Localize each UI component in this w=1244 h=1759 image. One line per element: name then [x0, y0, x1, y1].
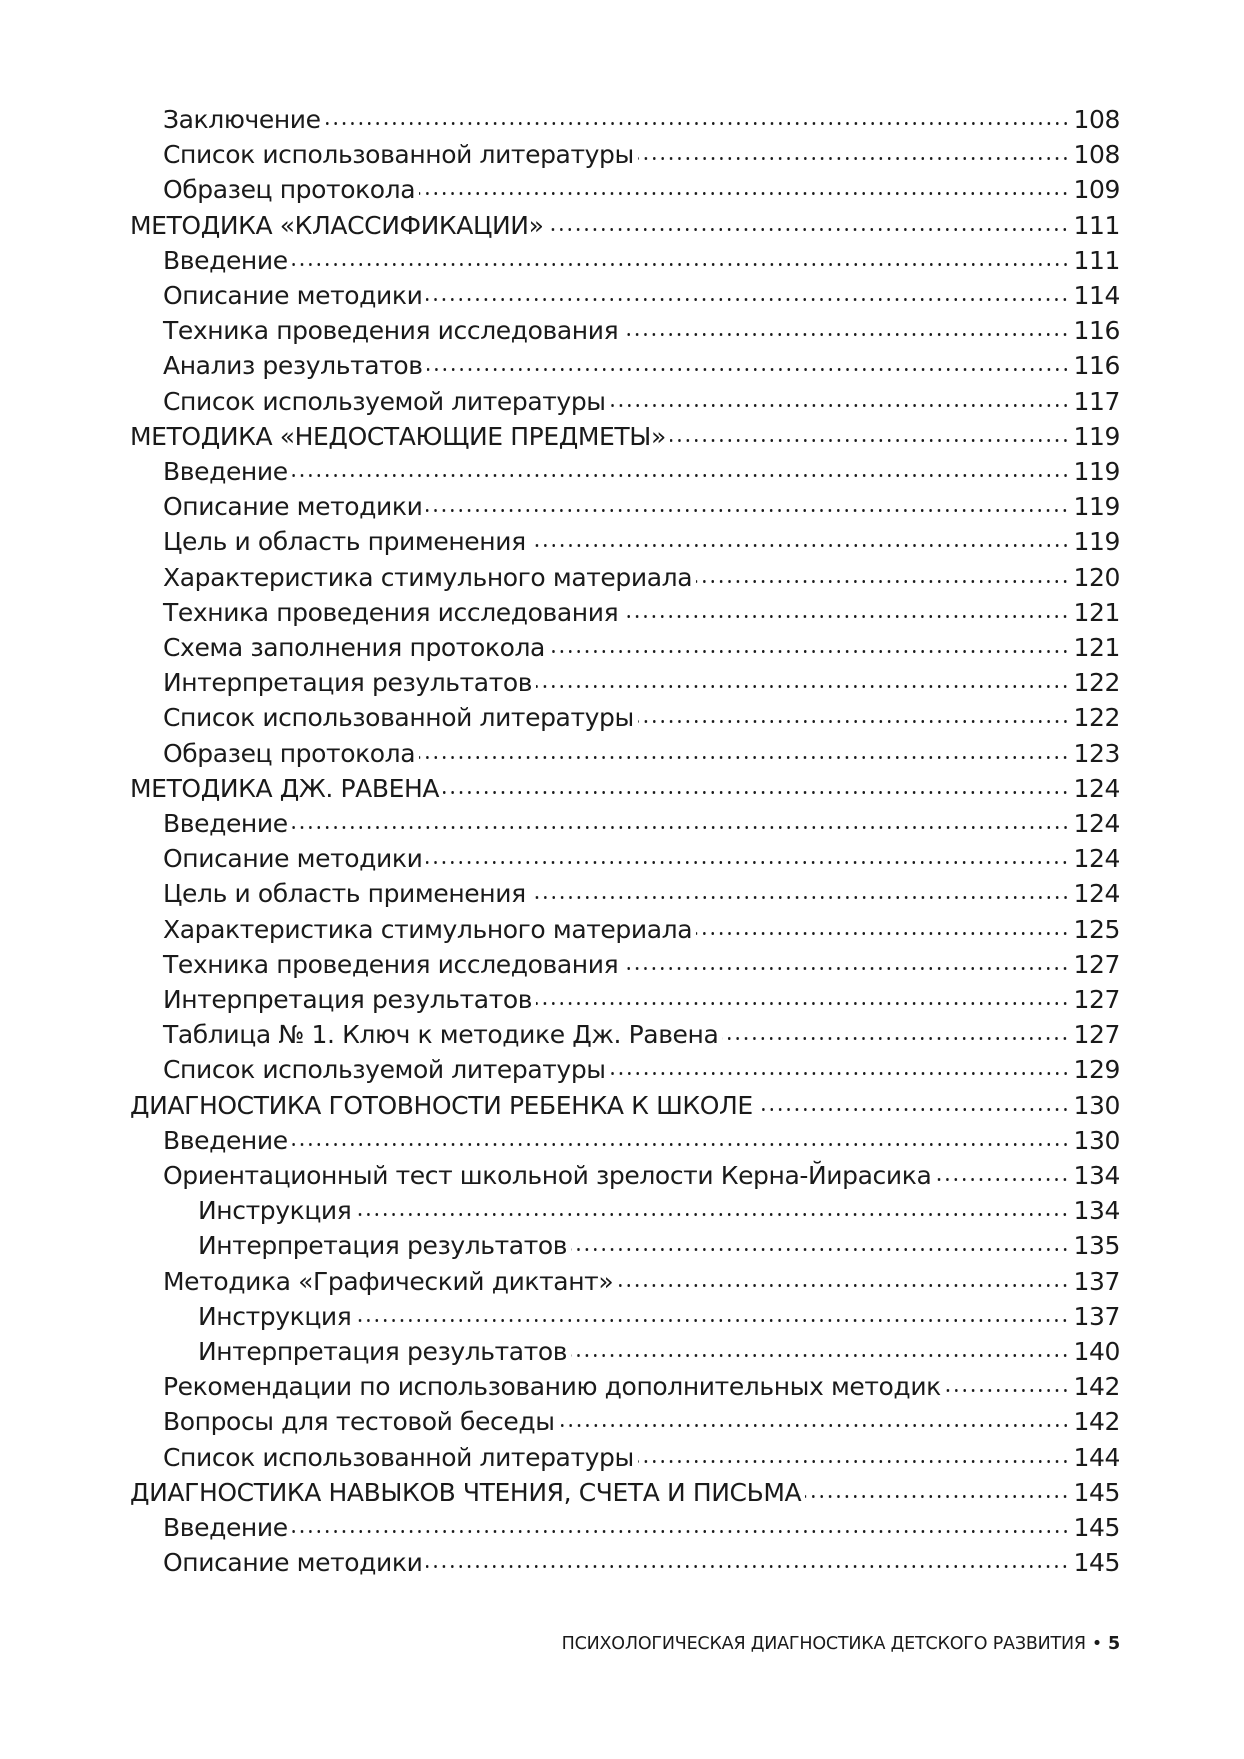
toc-entry[interactable] — [163, 243, 1120, 279]
toc-entry-title: Схема заполнения протокола — [163, 633, 545, 662]
toc-entry-page: 124 — [1073, 809, 1120, 838]
toc-entry-title: Список использованной литературы — [163, 1442, 634, 1472]
toc-entry-page: 137 — [1073, 1301, 1120, 1331]
toc-entry-page: 119 — [1073, 492, 1120, 522]
dot-leader — [638, 720, 1070, 723]
dot-leader — [426, 298, 1069, 301]
dot-leader — [549, 650, 1070, 653]
toc-entry-title: Таблица № 1. Ключ к методике Дж. Равена — [163, 1020, 719, 1050]
toc-entry-title: Образец протокола — [163, 738, 416, 768]
toc-entry[interactable] — [130, 1475, 1120, 1511]
dot-leader — [426, 861, 1069, 864]
toc-entry-page: 135 — [1073, 1231, 1120, 1261]
toc-entry-page: 145 — [1073, 1548, 1120, 1578]
toc-entry-page: 127 — [1073, 985, 1120, 1014]
toc-entry-page: 111 — [1073, 210, 1120, 240]
dot-leader — [638, 157, 1070, 160]
toc-entry[interactable] — [130, 208, 1120, 244]
toc-entry-title: Вопросы для тестовой беседы — [163, 1407, 555, 1437]
dot-leader — [325, 122, 1070, 125]
toc-entry[interactable] — [163, 524, 1120, 560]
dot-leader — [638, 1460, 1070, 1463]
footer-separator: • — [1091, 1634, 1103, 1654]
toc-entry-page: 129 — [1073, 1055, 1120, 1085]
toc-entry[interactable] — [163, 1404, 1120, 1440]
toc-entry[interactable] — [163, 1264, 1120, 1300]
toc-entry-title: Введение — [163, 1513, 288, 1542]
running-title: ПСИХОЛОГИЧЕСКАЯ ДИАГНОСТИКА ДЕТСКОГО РАЗВИТИЯ — [561, 1634, 1086, 1654]
toc-entry[interactable] — [130, 771, 1120, 807]
toc-entry-page: 142 — [1073, 1407, 1120, 1437]
toc-entry-page: 140 — [1073, 1337, 1120, 1366]
toc-entry-page: 122 — [1073, 703, 1120, 733]
dot-leader — [617, 1284, 1069, 1287]
toc-entry-page: 145 — [1073, 1477, 1120, 1507]
toc-entry[interactable] — [163, 630, 1120, 666]
toc-entry[interactable] — [163, 489, 1120, 525]
toc-entry[interactable] — [163, 982, 1120, 1018]
toc-entry[interactable] — [163, 1510, 1120, 1546]
page-footer — [562, 1634, 1120, 1654]
toc-entry-title: Цель и область применения — [163, 879, 526, 909]
toc-entry[interactable] — [163, 384, 1120, 420]
dot-leader — [292, 826, 1070, 829]
toc-entry-page: 120 — [1073, 562, 1120, 592]
toc-entry-title: Интерпретация результатов — [198, 1337, 568, 1366]
toc-entry-title: Список используемой литературы — [163, 386, 606, 416]
dot-leader — [443, 791, 1069, 794]
toc-entry-page: 122 — [1073, 668, 1120, 698]
dot-leader — [559, 1424, 1070, 1427]
toc-entry-title: Ориентационный тест школьной зрелости Керна-Йирасика — [163, 1161, 932, 1190]
toc-entry-title: Характеристика стимульного материала — [163, 914, 693, 944]
dot-leader — [426, 1565, 1069, 1568]
dot-leader — [530, 896, 1070, 899]
dot-leader — [571, 1354, 1069, 1357]
toc-entry[interactable] — [163, 841, 1120, 877]
toc-entry-title: Образец протокола — [163, 175, 416, 205]
toc-entry[interactable] — [198, 1228, 1120, 1264]
toc-entry-title: Техника проведения исследования — [163, 597, 619, 627]
toc-entry-page: 111 — [1073, 245, 1120, 275]
dot-leader — [536, 1002, 1069, 1005]
toc-entry-title: ДИАГНОСТИКА НАВЫКОВ ЧТЕНИЯ, СЧЕТА И ПИСЬМА — [130, 1477, 802, 1507]
toc-entry-title: МЕТОДИКА «КЛАССИФИКАЦИИ» — [130, 210, 544, 240]
toc-entry-title: Введение — [163, 245, 288, 275]
toc-entry[interactable] — [163, 560, 1120, 596]
toc-entry-title: Описание методики — [163, 1548, 423, 1578]
toc-entry[interactable] — [163, 1123, 1120, 1159]
toc-entry[interactable] — [163, 102, 1120, 138]
dot-leader — [547, 228, 1069, 231]
dot-leader — [419, 756, 1069, 759]
toc-entry-title: Описание методики — [163, 844, 423, 874]
toc-entry-title: Список использованной литературы — [163, 703, 634, 733]
dot-leader — [536, 685, 1069, 688]
toc-entry-title: Описание методики — [163, 281, 423, 310]
dot-leader — [757, 1108, 1070, 1111]
toc-entry-page: 123 — [1073, 738, 1120, 768]
dot-leader — [696, 932, 1069, 935]
toc-entry-page: 134 — [1073, 1161, 1120, 1190]
toc-entry[interactable] — [163, 454, 1120, 490]
toc-entry-title: Цель и область применения — [163, 527, 526, 557]
dot-leader — [530, 544, 1070, 547]
dot-leader — [696, 580, 1069, 583]
dot-leader — [292, 263, 1070, 266]
toc-entry-title: Описание методики — [163, 492, 423, 522]
page-number: 5 — [1108, 1634, 1120, 1654]
toc-entry[interactable] — [130, 1088, 1120, 1124]
toc-entry-page: 134 — [1073, 1196, 1120, 1226]
toc-entry-title: Введение — [163, 809, 288, 838]
dot-leader — [610, 404, 1070, 407]
dot-leader — [622, 967, 1069, 970]
toc-entry-page: 121 — [1073, 597, 1120, 627]
toc-entry[interactable] — [163, 912, 1120, 948]
toc-entry-title: Техника проведения исследования — [163, 949, 619, 979]
dot-leader — [945, 1389, 1070, 1392]
toc-entry[interactable] — [163, 1158, 1120, 1194]
dot-leader — [426, 509, 1069, 512]
dot-leader — [355, 1213, 1069, 1216]
toc-entry-title: Инструкция — [198, 1301, 352, 1331]
toc-entry-title: Интерпретация результатов — [163, 668, 533, 698]
toc-entry-page: 142 — [1073, 1372, 1120, 1402]
toc-entry[interactable] — [130, 419, 1120, 455]
toc-entry[interactable] — [163, 1369, 1120, 1405]
toc-entry[interactable] — [163, 1052, 1120, 1088]
dot-leader — [571, 1248, 1069, 1251]
toc-entry[interactable] — [163, 947, 1120, 983]
toc-entry-title: Список использованной литературы — [163, 140, 634, 170]
toc-entry-page: 108 — [1073, 140, 1120, 170]
toc-entry-title: ДИАГНОСТИКА ГОТОВНОСТИ РЕБЕНКА К ШКОЛЕ — [130, 1090, 753, 1120]
toc-entry-title: Инструкция — [198, 1196, 352, 1226]
toc-entry-page: 125 — [1073, 914, 1120, 944]
toc-entry-page: 127 — [1073, 949, 1120, 979]
toc-entry[interactable] — [163, 1017, 1120, 1053]
toc-entry-title: Методика «Графический диктант» — [163, 1266, 614, 1296]
toc-entry-page: 127 — [1073, 1020, 1120, 1050]
dot-leader — [355, 1319, 1069, 1322]
toc-entry[interactable] — [163, 137, 1120, 173]
toc-entry-page: 116 — [1073, 351, 1120, 381]
toc-entry[interactable] — [198, 1193, 1120, 1229]
toc-entry-page: 130 — [1073, 1090, 1120, 1120]
toc-entry-page: 114 — [1073, 281, 1120, 310]
toc-entry-page: 109 — [1073, 175, 1120, 205]
dot-leader — [935, 1178, 1069, 1181]
toc-entry[interactable] — [163, 1545, 1120, 1581]
toc-entry[interactable] — [163, 313, 1120, 349]
toc-entry[interactable] — [198, 1299, 1120, 1335]
toc-entry-title: Введение — [163, 1125, 288, 1155]
dot-leader — [292, 474, 1070, 477]
dot-leader — [805, 1495, 1069, 1498]
toc-entry[interactable] — [163, 348, 1120, 384]
toc-entry-title: Введение — [163, 457, 288, 486]
toc-entry-page: 130 — [1073, 1125, 1120, 1155]
toc-entry[interactable] — [163, 172, 1120, 208]
toc-entry-title: Анализ результатов — [163, 351, 423, 381]
toc-entry-title: Характеристика стимульного материала — [163, 562, 693, 592]
toc-entry-page: 124 — [1073, 773, 1120, 803]
toc-entry[interactable] — [163, 876, 1120, 912]
toc-entry-title: Список используемой литературы — [163, 1055, 606, 1085]
dot-leader — [722, 1037, 1069, 1040]
toc-entry-page: 119 — [1073, 527, 1120, 557]
toc-entry-page: 116 — [1073, 316, 1120, 346]
toc-entry-page: 108 — [1073, 105, 1120, 134]
dot-leader — [622, 615, 1069, 618]
toc-entry-page: 119 — [1073, 421, 1120, 451]
dot-leader — [419, 192, 1069, 195]
toc-entry[interactable] — [198, 1334, 1120, 1370]
toc-entry-title: Интерпретация результатов — [198, 1231, 568, 1261]
toc-entry[interactable] — [163, 278, 1120, 314]
toc-entry-title: Рекомендации по использованию дополнительных методик — [163, 1372, 941, 1402]
toc-entry[interactable] — [163, 700, 1120, 736]
toc-entry-page: 145 — [1073, 1513, 1120, 1542]
dot-leader — [292, 1143, 1070, 1146]
dot-leader — [292, 1530, 1070, 1533]
toc-entry-page: 137 — [1073, 1266, 1120, 1296]
toc-entry-page: 119 — [1073, 457, 1120, 486]
toc-entry-page: 124 — [1073, 844, 1120, 874]
toc-entry-title: Интерпретация результатов — [163, 985, 533, 1014]
toc-entry-title: МЕТОДИКА «НЕДОСТАЮЩИЕ ПРЕДМЕТЫ» — [130, 421, 666, 451]
toc-entry-title: Заключение — [163, 105, 321, 134]
toc-entry-page: 144 — [1073, 1442, 1120, 1472]
toc-entry[interactable] — [163, 1440, 1120, 1476]
toc-entry-title: Техника проведения исследования — [163, 316, 619, 346]
toc-entry[interactable] — [163, 806, 1120, 842]
toc-entry[interactable] — [163, 665, 1120, 701]
toc-entry[interactable] — [163, 736, 1120, 772]
toc-entry[interactable] — [163, 595, 1120, 631]
toc-entry-page: 117 — [1073, 386, 1120, 416]
dot-leader — [610, 1072, 1070, 1075]
toc-entry-page: 124 — [1073, 879, 1120, 909]
dot-leader — [670, 439, 1070, 442]
dot-leader — [622, 333, 1069, 336]
toc-entry-page: 121 — [1073, 633, 1120, 662]
dot-leader — [427, 368, 1070, 371]
toc-entry-title: МЕТОДИКА ДЖ. РАВЕНА — [130, 773, 440, 803]
